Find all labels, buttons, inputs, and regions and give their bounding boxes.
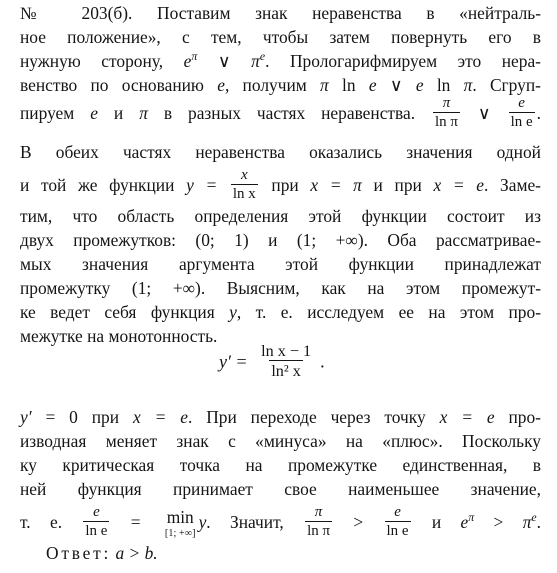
text-line-12	[20, 302, 541, 323]
text-line-8	[20, 206, 541, 227]
text-span: тим, что область определения этой функции состоит из	[20, 206, 541, 226]
var-pi: π	[139, 102, 148, 123]
expr-x-eq-e: x = e	[433, 174, 484, 195]
var-pi: π	[320, 75, 329, 95]
expr-x-eq-e: x = e	[439, 407, 495, 427]
text-line-14	[20, 407, 541, 428]
gt-symbol: >	[353, 511, 364, 532]
expr-y-eq: y =	[186, 174, 218, 195]
text-span: Поставим знак неравенства в «нейтраль-	[157, 3, 541, 23]
text-line-9	[20, 230, 541, 251]
expr-e-pi: $e^\pi$	[460, 510, 475, 532]
fraction-x-over-ln-x: $\frac{x}{\text{ln x}}$	[232, 167, 256, 202]
expr-pi-e: $\pi^e$	[251, 49, 266, 71]
text-span: и при	[373, 174, 422, 195]
expr-e-pi: $e^\pi$	[183, 49, 198, 71]
vee-symbol: ∨	[389, 75, 403, 95]
text-line-5	[20, 95, 541, 132]
text-line-2	[20, 27, 541, 48]
text-span: и	[113, 102, 124, 123]
text-span: мых значения аргумента этой функции принадлежат	[20, 254, 541, 274]
var-e: e	[90, 102, 98, 123]
var-pi: π	[463, 75, 473, 95]
fraction-e-over-ln-e: $\frac{e}{\text{ln e}}$	[85, 504, 108, 539]
equals-sign: =	[130, 511, 141, 532]
fraction-derivative: $\frac{\text{ln x − 1}}{\text{ln² x}}$	[261, 342, 312, 381]
text-span: изводная меняет знак с «минуса» на «плюс». Поскольку	[20, 431, 541, 451]
text-span: ку критическая точка на промежутке единственная, в	[20, 455, 541, 475]
text-line-17	[20, 479, 541, 500]
answer-value: a > b.	[115, 543, 158, 563]
text-span: про-	[508, 407, 541, 427]
period: .	[206, 511, 211, 532]
ln-op: ln	[436, 75, 451, 95]
text-span: Значит,	[230, 511, 284, 532]
expr-y-prime: y′	[20, 407, 32, 427]
answer-label: Ответ:	[46, 543, 112, 563]
period: .	[536, 511, 542, 532]
period: .	[536, 102, 541, 123]
text-span: ней функция принимает свое наименьшее значение,	[20, 479, 541, 499]
period: .	[320, 351, 325, 372]
text-span: В обеих частях неравенства оказались значения одной	[20, 142, 541, 162]
text-span: и той же функции	[20, 174, 175, 195]
expr-y-prime-eq: y′ =	[219, 351, 248, 372]
fraction-pi-over-ln-pi: $\frac{\pi}{\text{ln π}}$	[435, 95, 458, 130]
var-y: y	[229, 302, 237, 322]
text-line-10	[20, 254, 541, 275]
text-span: венство по основанию	[20, 75, 204, 95]
text-span: в разных частях неравенства.	[163, 102, 416, 123]
text-span: . Сгруп-	[472, 75, 541, 95]
expr-pi-e: $\pi^e$	[522, 510, 537, 532]
text-span: ное положение», с тем, чтобы затем повернуть его в	[20, 27, 541, 47]
gt-symbol: >	[493, 511, 504, 532]
text-span: двух промежутков: (0; 1) и (1; +∞). Оба рассматривае-	[20, 230, 541, 250]
text-line-18	[20, 504, 542, 541]
var-e: e	[368, 75, 377, 95]
text-span: . При переходе через точку	[187, 407, 426, 427]
vee-symbol: ∨	[477, 102, 491, 123]
var-e: e	[217, 75, 225, 95]
text-span: при	[271, 174, 299, 195]
text-line-6	[20, 142, 541, 163]
period: .	[265, 51, 270, 71]
var-e: e	[415, 75, 424, 95]
expr-x-eq-pi: x = π	[310, 174, 362, 195]
text-line-7	[20, 167, 541, 204]
var-y: y	[198, 511, 207, 532]
text-span: межутке на монотонность.	[20, 326, 218, 346]
fraction-e-over-ln-e: $\frac{e}{\text{ln e}}$	[386, 504, 409, 539]
min-operator: min [1; +∞]	[164, 507, 196, 539]
text-line-3	[20, 51, 541, 72]
expr-x-eq-e: x = e	[132, 407, 188, 427]
text-line-4	[20, 75, 541, 96]
fraction-e-over-ln-e: $\frac{e}{\text{ln e}}$	[510, 95, 533, 130]
text-span: Прологарифмируем это нера-	[289, 51, 541, 71]
text-span: , т. е. исследуем ее на этом про-	[236, 302, 541, 322]
text-span: = 0 при	[45, 407, 120, 427]
text-span: и	[431, 511, 442, 532]
derivative-formula	[219, 342, 325, 381]
text-span: , получим	[224, 75, 307, 95]
answer-line	[46, 543, 541, 564]
text-line-1	[20, 3, 541, 24]
vee-symbol: ∨	[217, 51, 231, 71]
text-span: . Заме-	[484, 174, 541, 195]
problem-number: № 203(б).	[20, 3, 133, 23]
text-line-16	[20, 455, 541, 476]
text-span: ке ведет себя функция	[20, 302, 215, 322]
text-line-11	[20, 278, 541, 299]
fraction-pi-over-ln-pi: $\frac{\pi}{\text{ln π}}$	[307, 504, 330, 539]
text-span: нужную сторону,	[20, 51, 164, 71]
ln-op: ln	[342, 75, 356, 95]
text-span: т. е.	[20, 511, 63, 532]
text-span: пируем	[20, 102, 75, 123]
text-span: промежутку (1; +∞). Выясним, как на этом промежут-	[20, 278, 541, 298]
text-line-15	[20, 431, 541, 452]
